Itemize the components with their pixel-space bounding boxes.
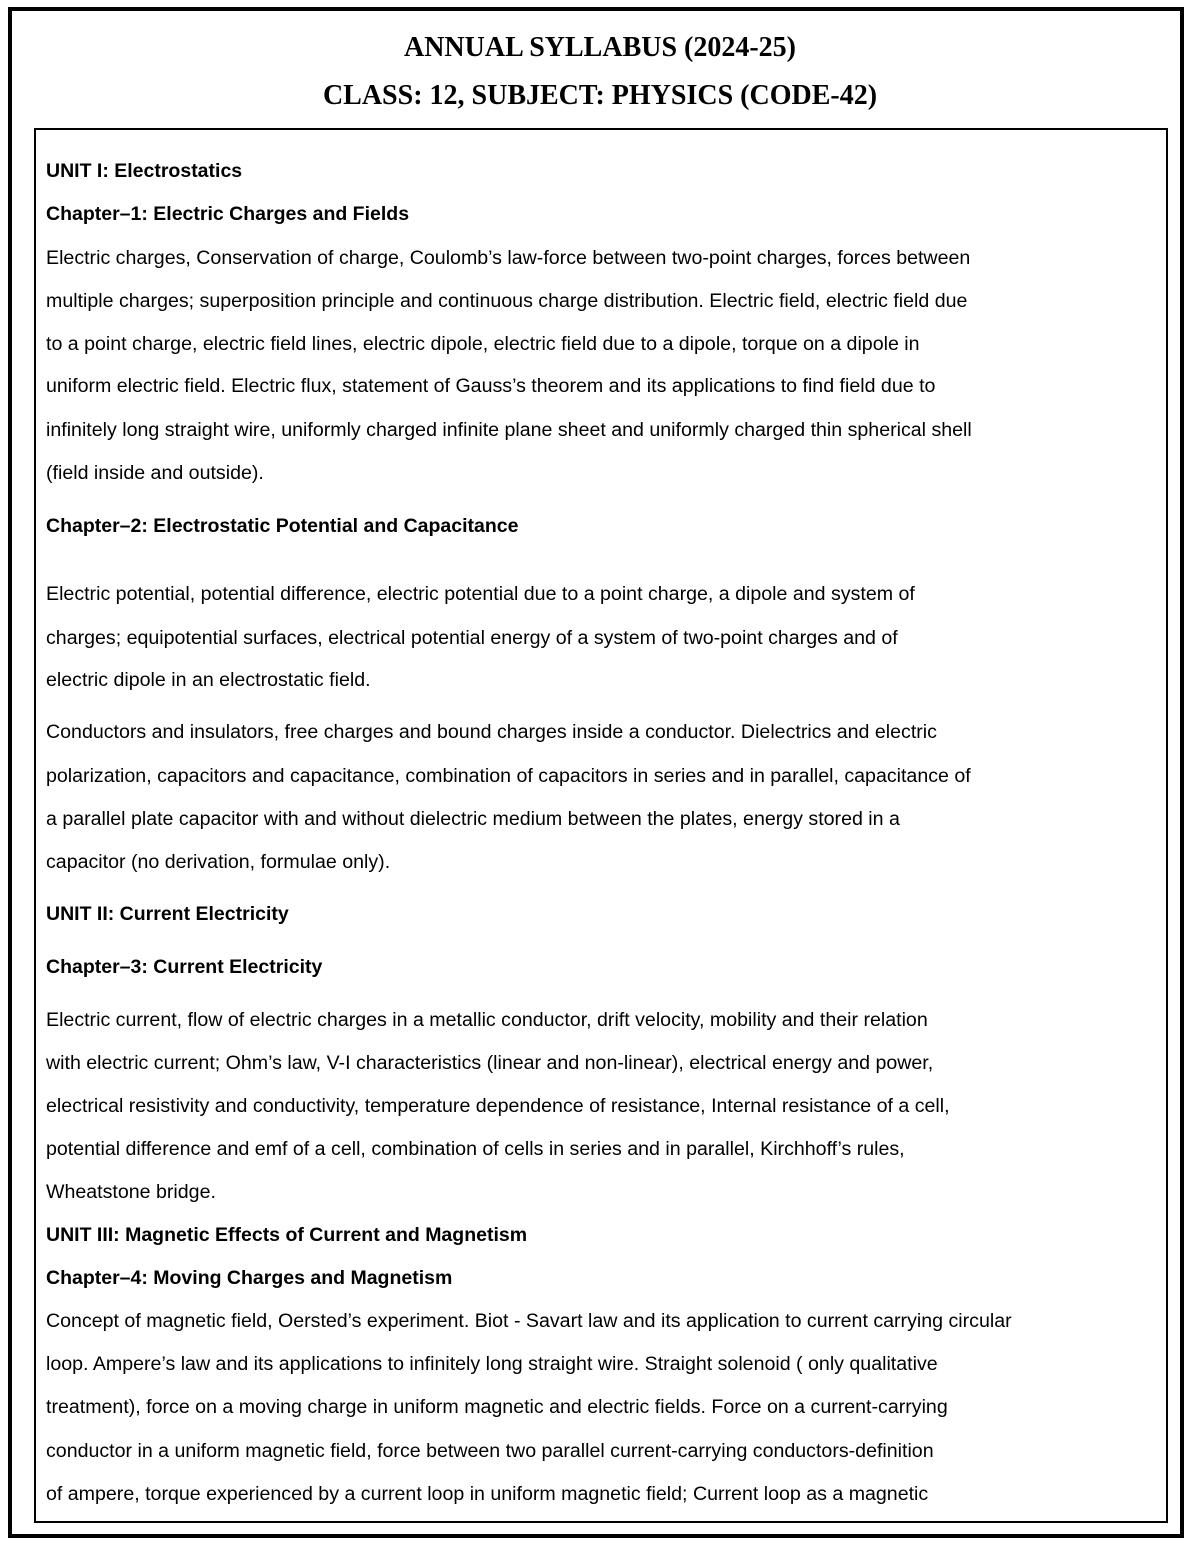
chapter-4-text-line: of ampere, torque experienced by a current loop in uniform magnetic field; Current loop as a magnetic [46, 1483, 929, 1505]
document-subtitle: CLASS: 12, SUBJECT: PHYSICS (CODE-42) [322, 80, 878, 111]
chapter-3-text-line: Electric current, flow of electric charges in a metallic conductor, drift velocity, mobility and their relation [46, 1009, 928, 1031]
chapter-1-text-line: Electric charges, Conservation of charge, Coulomb’s law-force between two-point charges, forces between [46, 247, 971, 269]
chapter-2-text-line: charges; equipotential surfaces, electrical potential energy of a system of two-point charges and of [46, 627, 898, 649]
chapter-3-text-line: Wheatstone bridge. [46, 1181, 216, 1203]
unit-2-heading: UNIT II: Current Electricity [46, 903, 289, 925]
chapter-4-text-line: loop. Ampere’s law and its applications to infinitely long straight wire. Straight solenoid ( only qualitative [46, 1353, 938, 1375]
chapter-2-text-line: electric dipole in an electrostatic field. [46, 669, 371, 691]
chapter-3-text-line: with electric current; Ohm’s law, V-I characteristics (linear and non-linear), electrical energy and power, [46, 1052, 934, 1074]
chapter-3-text-line: potential difference and emf of a cell, combination of cells in series and in parallel, Kirchhoff’s rules, [46, 1138, 905, 1160]
chapter-4-text-line: conductor in a uniform magnetic field, force between two parallel current-carrying conductors-definition [46, 1440, 934, 1462]
chapter-3-heading: Chapter–3: Current Electricity [46, 956, 323, 978]
unit-3-heading: UNIT III: Magnetic Effects of Current and Magnetism [46, 1224, 528, 1246]
chapter-1-text-line: infinitely long straight wire, uniformly charged infinite plane sheet and uniformly charged thin spherical shell [46, 419, 972, 441]
document-title: ANNUAL SYLLABUS (2024-25) [403, 32, 797, 63]
chapter-4-text-line: treatment), force on a moving charge in uniform magnetic and electric fields. Force on a current-carrying [46, 1396, 948, 1418]
chapter-2-text-line: Conductors and insulators, free charges and bound charges inside a conductor. Dielectrics and electric [46, 721, 937, 743]
chapter-1-text-line: (field inside and outside). [46, 462, 264, 484]
chapter-4-heading: Chapter–4: Moving Charges and Magnetism [46, 1267, 453, 1289]
chapter-3-text-line: electrical resistivity and conductivity, temperature dependence of resistance, Internal resistance of a cell, [46, 1095, 950, 1117]
chapter-2-text-line: Electric potential, potential difference, electric potential due to a point charge, a dipole and system of [46, 583, 915, 605]
chapter-1-text-line: multiple charges; superposition principle and continuous charge distribution. Electric field, electric field due [46, 290, 968, 312]
chapter-2-text-line: capacitor (no derivation, formulae only). [46, 851, 391, 873]
chapter-1-heading: Chapter–1: Electric Charges and Fields [46, 203, 410, 225]
chapter-1-text-line: uniform electric field. Electric flux, statement of Gauss’s theorem and its applications to find field due to [46, 375, 936, 397]
chapter-2-text-line: a parallel plate capacitor with and without dielectric medium between the plates, energy stored in a [46, 808, 900, 830]
chapter-4-text-line: Concept of magnetic field, Oersted’s experiment. Biot - Savart law and its application to current carrying circular [46, 1310, 1012, 1332]
chapter-2-heading: Chapter–2: Electrostatic Potential and Capacitance [46, 515, 519, 537]
chapter-2-text-line: polarization, capacitors and capacitance, combination of capacitors in series and in parallel, capacitance of [46, 765, 971, 787]
chapter-1-text-line: to a point charge, electric field lines, electric dipole, electric field due to a dipole, torque on a dipole in [46, 333, 920, 355]
unit-1-heading: UNIT I: Electrostatics [46, 160, 243, 182]
